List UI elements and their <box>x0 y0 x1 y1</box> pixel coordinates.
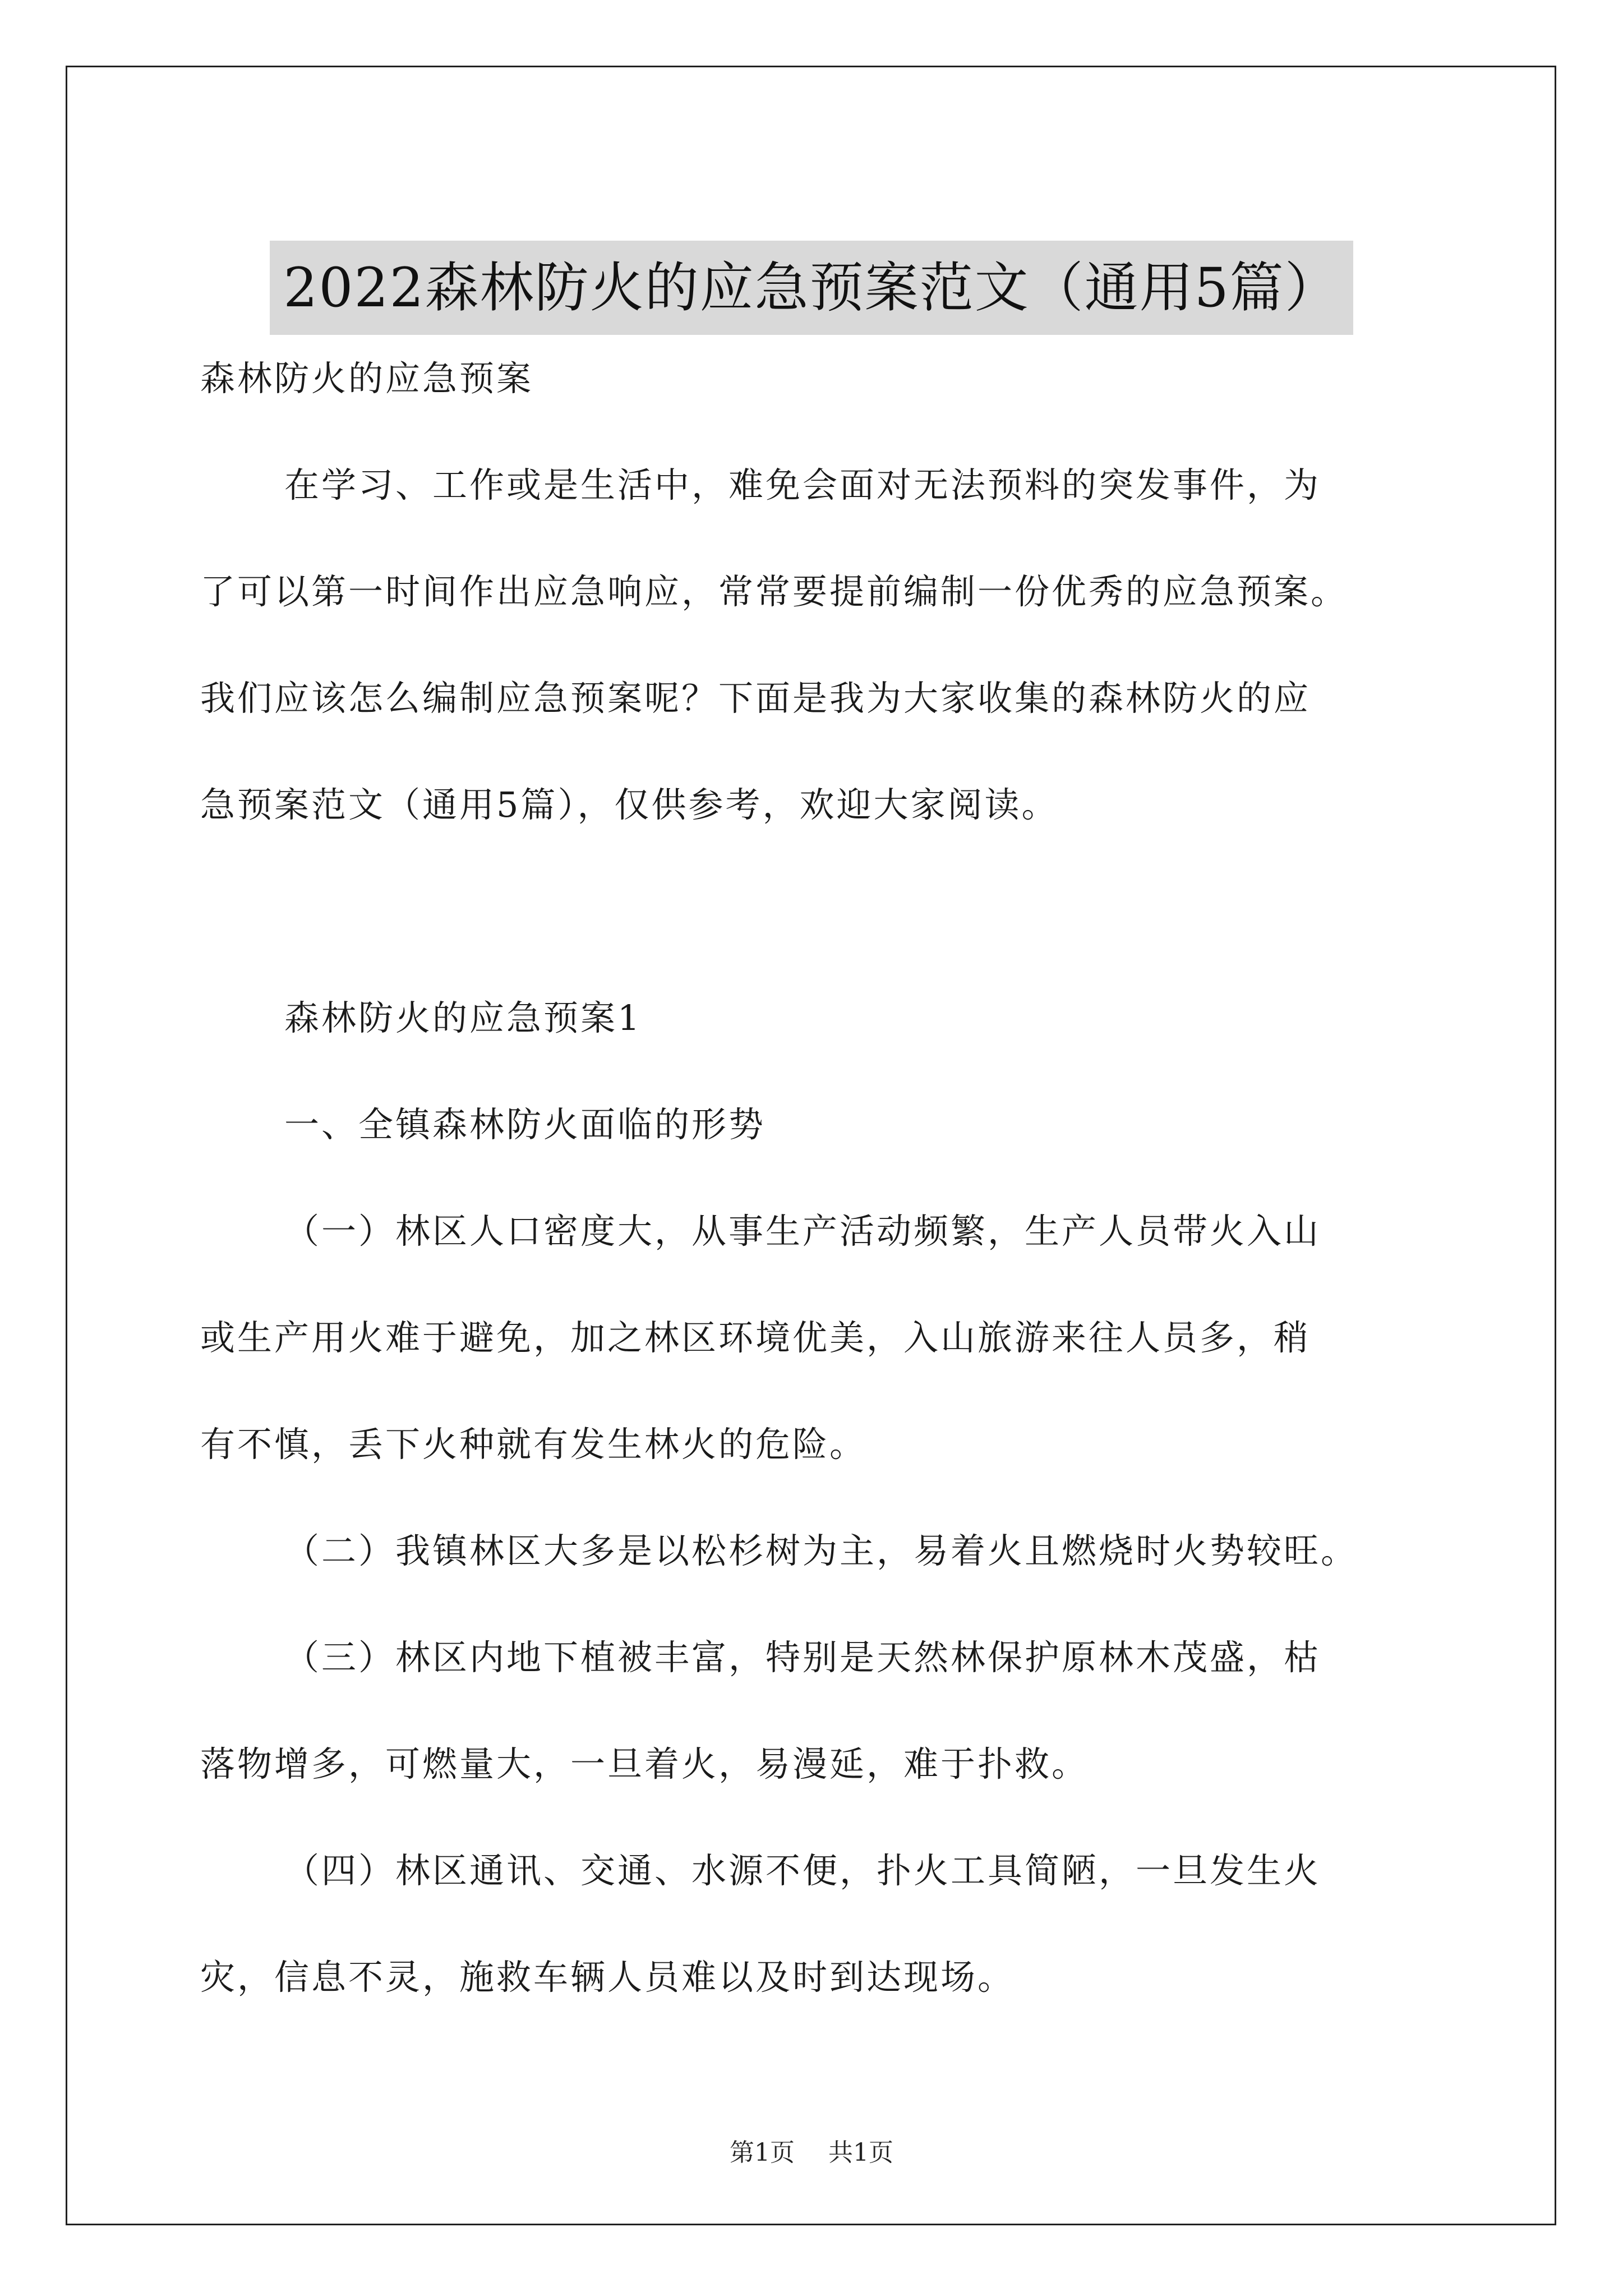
paragraph-line: 或生产用火难于避免，加之林区环境优美，入山旅游来往人员多，稍 <box>200 1317 1311 1358</box>
paragraph-line: （三）林区内地下植被丰富，特别是天然林保护原林木茂盛，枯 <box>284 1637 1321 1678</box>
intro-line: 我们应该怎么编制应急预案呢？下面是我为大家收集的森林防火的应 <box>200 678 1311 719</box>
paragraph-line: （一）林区人口密度大，从事生产活动频繁，生产人员带火入山 <box>284 1211 1321 1251</box>
document-body <box>200 325 1434 2031</box>
document-title: 2022森林防火的应急预案范文（通用5篇） <box>270 241 1353 335</box>
paragraph-line: （二）我镇林区大多是以松杉树为主，易着火且燃烧时火势较旺。 <box>284 1530 1358 1571</box>
section-title: 森林防火的应急预案1 <box>284 997 642 1038</box>
page-footer <box>0 2136 1623 2170</box>
blank-line <box>200 858 1434 965</box>
section-heading: 一、全镇森林防火面临的形势 <box>284 1104 766 1145</box>
page-number: 第1页 <box>730 2138 795 2167</box>
paragraph-line: （四）林区通讯、交通、水源不便，扑火工具简陋，一旦发生火 <box>284 1850 1321 1891</box>
paragraph-line: 落物增多，可燃量大，一旦着火，易漫延，难于扑救。 <box>200 1743 1089 1784</box>
page-total: 共1页 <box>828 2138 893 2167</box>
intro-line: 急预案范文（通用5篇），仅供参考，欢迎大家阅读。 <box>200 784 1059 825</box>
intro-line: 在学习、工作或是生活中，难免会面对无法预料的突发事件，为 <box>284 464 1321 505</box>
paragraph-line: 有不慎，丢下火种就有发生林火的危险。 <box>200 1424 867 1465</box>
document-subtitle: 森林防火的应急预案 <box>200 358 534 399</box>
paragraph-line: 灾，信息不灵，施救车辆人员难以及时到达现场。 <box>200 1957 1015 1998</box>
intro-line: 了可以第一时间作出应急响应，常常要提前编制一份优秀的应急预案。 <box>200 571 1348 612</box>
